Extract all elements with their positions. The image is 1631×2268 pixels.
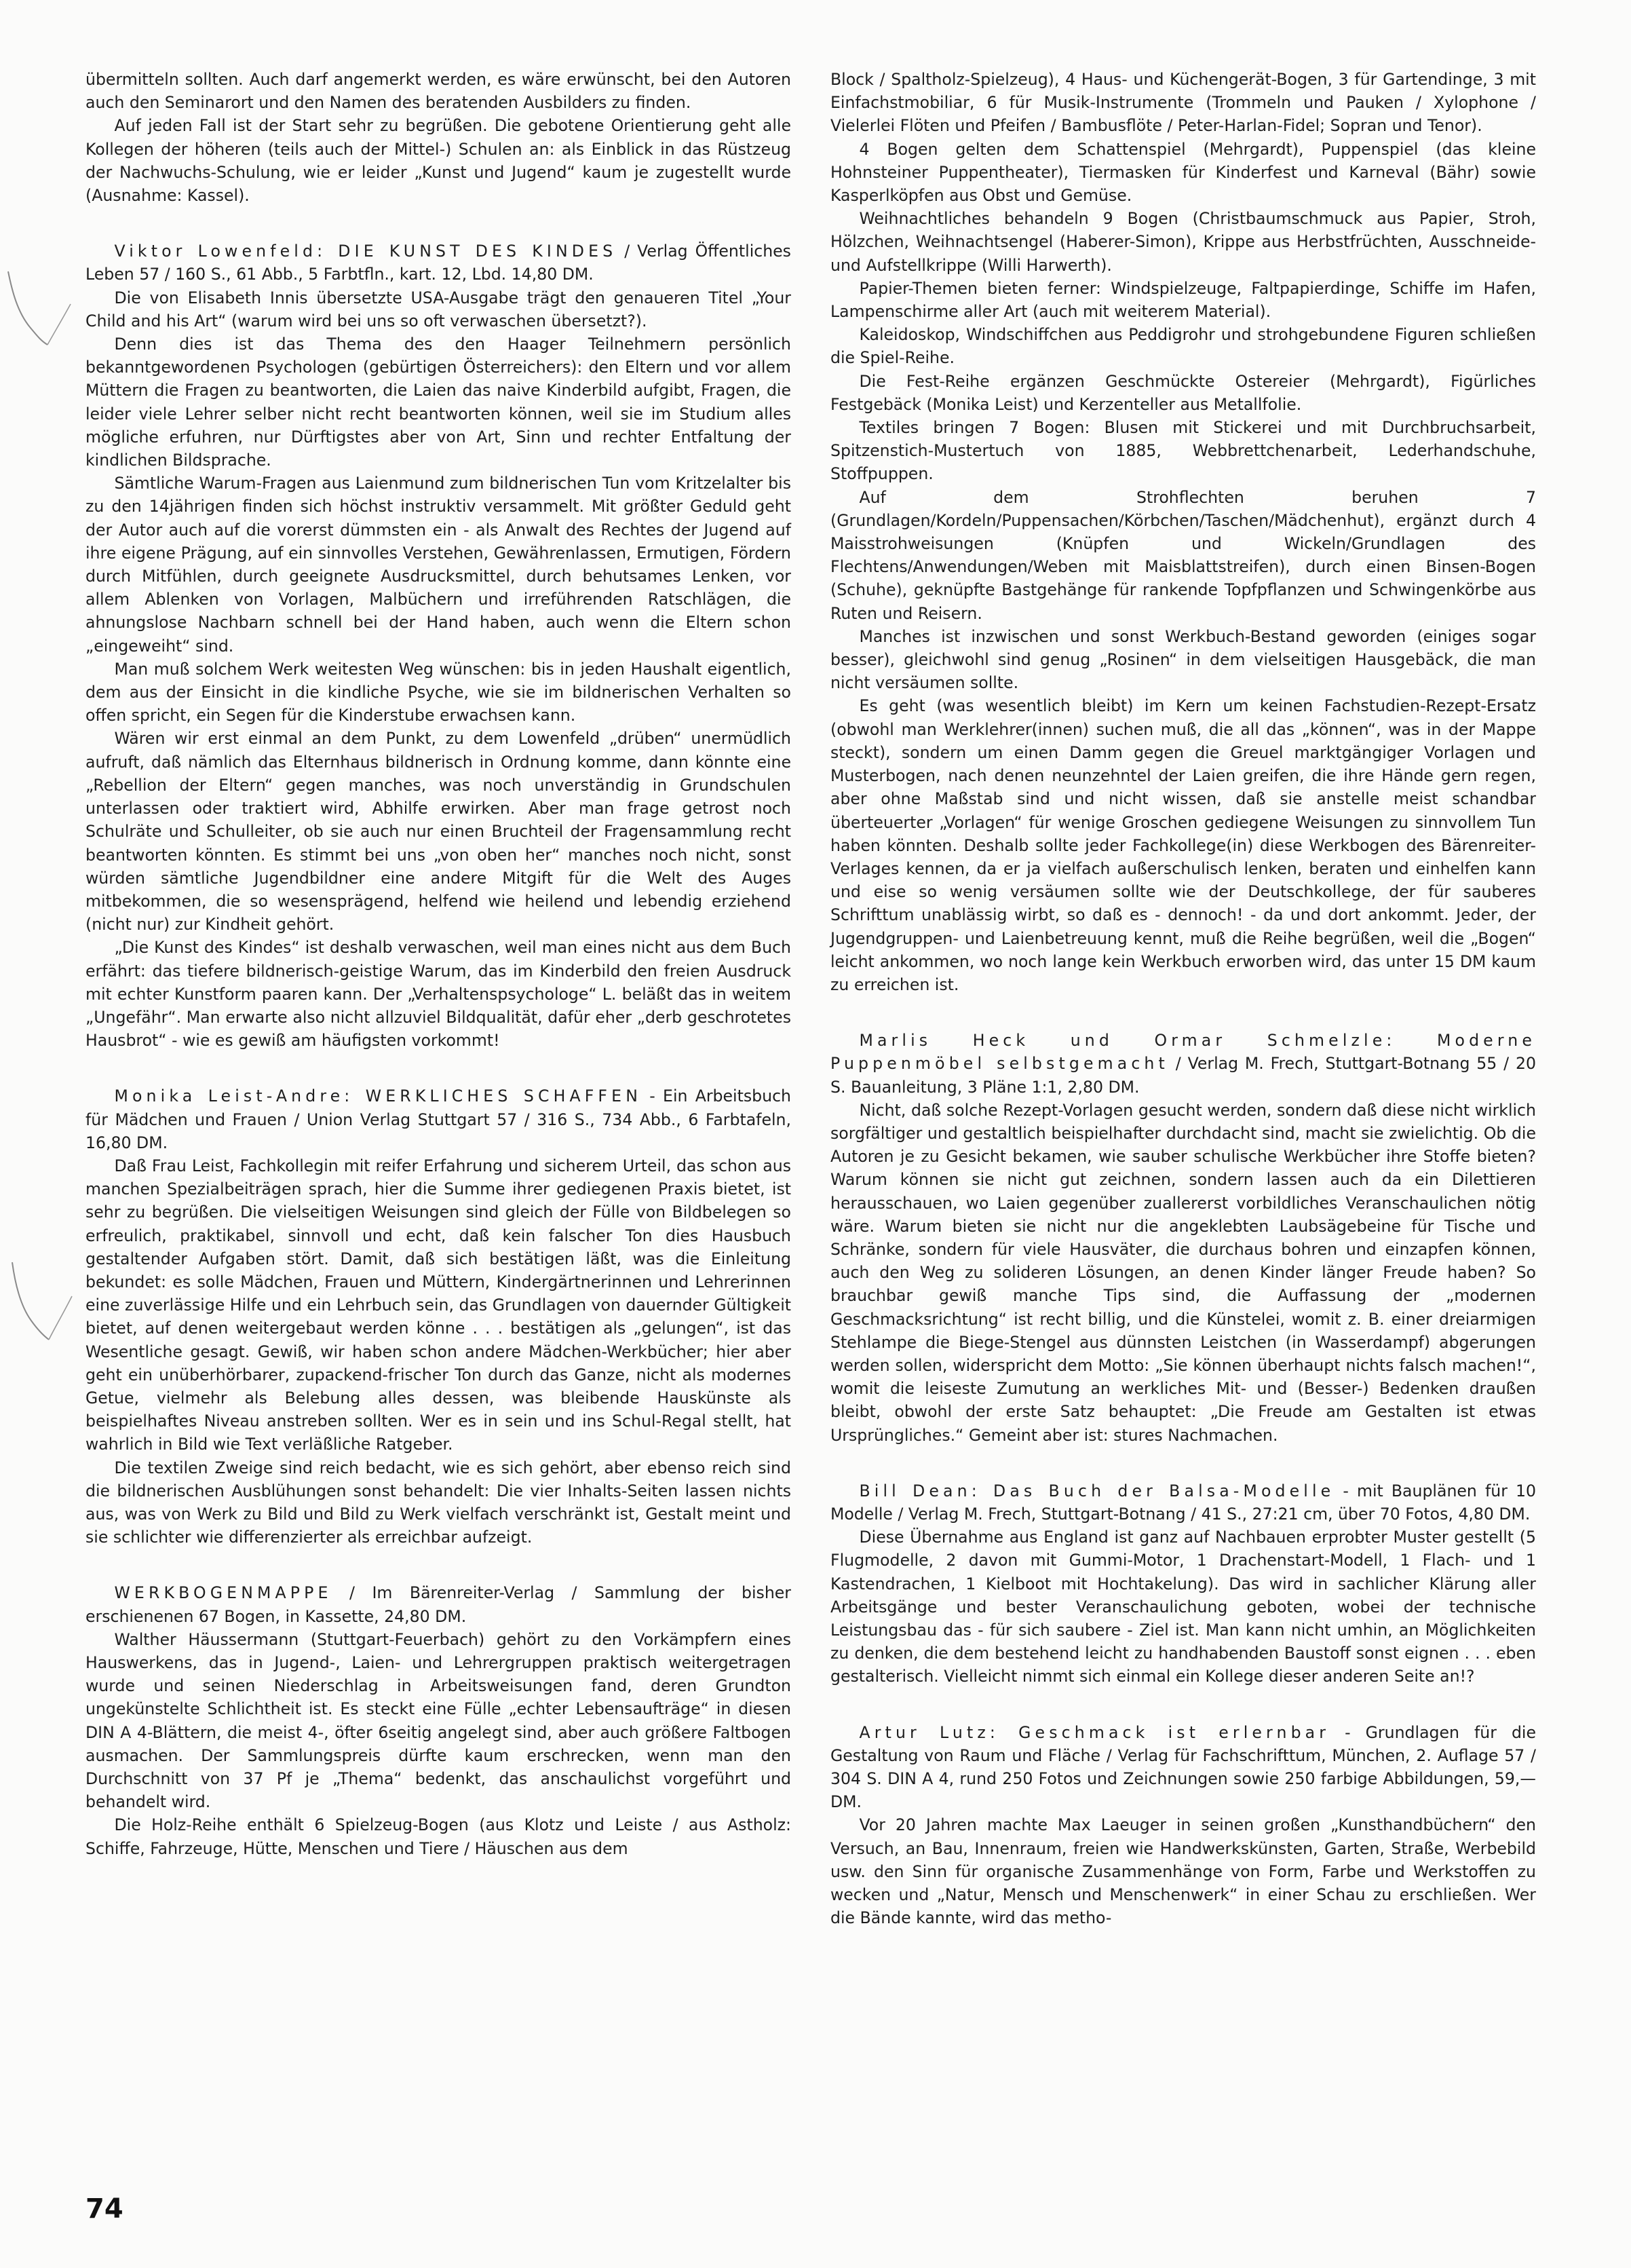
paragraph: Denn dies ist das Thema des den Haager Teilnehmern persönlich bekanntgewordenen Psychologen (gebürtigen Österreichers): den Eltern und vor allem Müttern die Fragen zu beantworten, die Laien das naive Kinderbild aufgibt, Fragen, die leider viele Lehrer selber nicht recht beantworten können, weil sie im Studium alles mögliche erfuhren, nur Dürftigstes aber von Art, Sinn und rechter Entfaltung der kindlichen Bildsprache. [85,335,791,470]
paragraph: Diese Übernahme aus England ist ganz auf Nachbauen erprobter Muster gestellt (5 Flugmodelle, 2 davon mit Gummi-Motor, 1 Drachenstart-Modell, 1 Flach- und 1 Kastendrachen, 1 Kielboot mit Hochtakelung). Das wird in sachlicher Klärung aller Arbeitsgänge und bester Veranschaulichung geboten, wobei der technische Leistungsbau das - für sich saubere - Ziel ist. Man kann nicht umhin, an Möglichkeiten zu denken, die dem bestehend leicht zu handhabenden Baustoff sonst eignen . . . eben gestalterisch. Vielleicht nimmt sich einmal ein Kollege dieser anderen Seite an!? [830,1528,1536,1686]
paragraph: Die von Elisabeth Innis übersetzte USA-Ausgabe trägt den genaueren Titel „Your Child and his Art“ (warum wird bei uns so oft verwaschen übersetzt?). [85,288,791,330]
paragraph: übermitteln sollten. Auch darf angemerkt werden, es wäre erwünscht, bei den Autoren auch den Seminarort und den Namen des beratenden Ausbilders zu finden. [85,70,791,113]
review-author-title: Marlis Heck und Ormar Schmelzle: Moderne Puppenmöbel selbstgemacht [830,1031,1536,1074]
paragraph: Papier-Themen bieten ferner: Windspielzeuge, Faltpapierdinge, Schiffe im Hafen, Lampenschirme aller Art (auch mit weiterem Material). [830,278,1536,322]
paragraph: Weihnachtliches behandeln 9 Bogen (Christbaumschmuck aus Papier, Stroh, Hölzchen, Weihnachtsengel (Haberer-Simon), Krippe aus Herbstfrüchten, Ausschneide- und Aufstellkrippe (Willi Harwerth). [830,209,1536,275]
review-publication-details: / Verlag Öffentliches Leben 57 / 160 S., 61 Abb., 5 Farbtfln., kart. 12, Lbd. 14,80 DM. [85,242,791,284]
paragraph: Auf dem Strohflechten beruhen 7 (Grundlagen/Kordeln/Puppensachen/Körbchen/Taschen/Mädchenhut), ergänzt durch 4 Maisstrohweisungen (Knüpfen und Wickeln/Grundlagen des Flechtens/Anwendungen/Weben mit Maisblattstreifen), durch einen Binsen-Bogen (Schuhe), geknüpfte Bastgehänge für rankende Topfpflanzen und Schwingenkörbe aus Ruten und Reisern. [830,487,1536,623]
paragraph: Man muß solchem Werk weitesten Weg wünschen: bis in jeden Haushalt eigentlich, dem aus der Einsicht in die kindliche Psyche, wie sie im bildnerischen Verhalten so offen spricht, ein Segen für die Kinderstube erwachsen kann. [85,659,791,725]
review-publication-details: / Verlag M. Frech, Stuttgart-Botnang 55 / 20 S. Bauanleitung, 3 Pläne 1:1, 2,80 DM. [830,1054,1536,1097]
review-publication-details: - mit Bauplänen für 10 Modelle / Verlag M. Frech, Stuttgart-Botnang / 41 S., 27:21 cm, über 70 Fotos, 4,80 DM. [830,1481,1536,1524]
paragraph: Die Holz-Reihe enthält 6 Spielzeug-Bogen (aus Klotz und Leiste / aus Astholz: Schiffe, Fahrzeuge, Hütte, Menschen und Tiere / Häuschen aus dem [85,1815,791,1858]
paragraph: Vor 20 Jahren machte Max Laeuger in seinen großen „Kunsthandbüchern“ den Versuch, an Bau, Innenraum, freien wie Handwerkskünsten, Garten, Straße, Werbebild usw. den Sinn für organische Zusammenhänge von Form, Farbe und Werkstoffen zu wecken und „Natur, Mensch und Menschenwerk“ in einer Schau zu erschließen. Wer die Bände kannte, wird das metho- [830,1815,1536,1928]
margin-pencil-mark [0,1255,81,1391]
review-author-title: Monika Leist-Andre: WERKLICHES SCHAFFEN [114,1086,642,1106]
review-publication-details: / Im Bärenreiter-Verlag / Sammlung der bisher erschienenen 67 Bogen, in Kassette, 24,80 DM. [85,1583,791,1626]
review-author-title: Bill Dean: Das Buch der Balsa-Modelle [859,1481,1335,1500]
paragraph: 4 Bogen gelten dem Schattenspiel (Mehrgardt), Puppenspiel (das kleine Hohnsteiner Puppentheater), Tiermasken für Kinderfest und Karneval (Bähr) sowie Kasperlköpfen aus Obst und Gemüse. [830,139,1536,206]
book-review-header [830,1029,1536,1099]
review-author-title: Artur Lutz: Geschmack ist erlernbar [859,1722,1330,1742]
book-review-header [85,1084,791,1154]
book-review-header [830,1721,1536,1814]
paragraph: Manches ist inzwischen und sonst Werkbuch-Bestand geworden (einiges sogar besser), gleichwohl sind genug „Rosinen“ in dem vielseitigen Hausgebäck, die man nicht versäumen sollte. [830,626,1536,693]
book-review-header [830,1479,1536,1526]
paragraph: Daß Frau Leist, Fachkollegin mit reifer Erfahrung und sicherem Urteil, das schon aus manchen Spezialbeiträgen sprach, hier die Summe ihrer gediegenen Praxis bietet, ist sehr zu begrüßen. Die vielseitigen Weisungen sind gleich der Fülle von Bildbelegen so erfreulich, praktikabel, sinnvoll und echt, daß kein falscher Ton dies Hausbuch gestaltender Aufgaben stört. Damit, daß sich bestätigen läßt, was die Einleitung bekundet: es solle Mädchen, Frauen und Müttern, Kindergärtnerinnen und Lehrerinnen eine zuverlässige Hilfe und ein Lehrbuch sein, das Grundlagen von dauernder Gültigkeit bietet, auf denen weitergebaut werden könne . . . bestätigen als „gelungen“, ist das Wesentliche gesagt. Gewiß, wir haben schon andere Mädchen-Werkbücher; hier aber geht ein unüberhörbarer, zupackend-frischer Ton durch das Ganze, nicht als modernes Getue, vielmehr als Belebung alles dessen, was bleibende Hauskünste als beispielhaftes Niveau anstreben sollten. Wer es in sein und ins Schul-Regal stellt, hat wahrlich in Bild wie Text verläßliche Ratgeber. [85,1156,791,1454]
paragraph: Sämtliche Warum-Fragen aus Laienmund zum bildnerischen Tun vom Kritzelalter bis zu den 14jährigen finden sich höchst instruktiv versammelt. Mit größter Geduld geht der Autor auch auf die vorerst dümmsten ein - als Anwalt des Rechtes der Jugend auf ihre eigene Prägung, auf ein sinnvolles Verstehen, Gewährenlassen, Ermutigen, Fördern durch Mitfühlen, durch geeignete Ausdrucksmittel, durch behutsames Lenken, vor allem Ablenken von Vorlagen, Malbüchern und irreführenden Ratschlägen, die ahnungslose Nachbarn schnell bei der Hand haben, auch wenn die Eltern schon „eingeweiht“ sind. [85,474,791,656]
right-column [830,68,1536,1929]
paragraph: Es geht (was wesentlich bleibt) im Kern um keinen Fachstudien-Rezept-Ersatz (obwohl man Werklehrer(innen) suchen muß, die all das „können“, was in der Mappe steckt), sondern um einen Damm gegen die Greuel marktgängiger Vorlagen und Musterbogen, nach denen neunzehntel der Laien greifen, die ihre Hände gern regen, aber ohne Maßstab sind und nicht wissen, daß sie anstelle meist schandbar überteuerter „Vorlagen“ für wenige Groschen gediegene Weisungen zu sinnvollem Tun haben könnten. Deshalb sollte jeder Fachkollege(in) diese Werkbogen des Bärenreiter-Verlages kennen, da er ja vielfach außerschulisch lenken, beraten und einhelfen kann und eise so wenig versäumen sollte wie der Deutschkollege, der für sauberes Schrifttum unablässig wirbt, so daß es - dennoch! - da und dort ankommt. Jeder, der Jugendgruppen- und Laienbetreuung kennt, muß die Reihe begrüßen, weil die „Bogen“ leicht ankommen, wo noch lange kein Werkbuch erworben wird, das unter 15 DM kaum zu erreichen ist. [830,696,1536,994]
paragraph: Auf jeden Fall ist der Start sehr zu begrüßen. Die gebotene Orientierung geht alle Kollegen der höheren (teils auch der Mittel-) Schulen an: als Einblick in das Rüstzeug der Nachwuchs-Schulung, wie er leider „Kunst und Jugend“ kaum je zugestellt wurde (Ausnahme: Kassel). [85,116,791,206]
paragraph: Kaleidoskop, Windschiffchen aus Peddigrohr und strohgebundene Figuren schließen die Spiel-Reihe. [830,325,1536,368]
left-column [85,68,791,1860]
page-number: 74 [85,2193,123,2225]
paragraph: Die textilen Zweige sind reich bedacht, wie es sich gehört, aber ebenso reich sind die bildnerischen Ausblühungen sonst behandelt: Die vier Inhalts-Seiten lassen nichts aus, was von Werk zu Bild und Bild zu Werk vielfach verschränkt ist, Gestalt meint und sie schlichter wie differenzierter als erreichbar aufzeigt. [85,1458,791,1547]
paragraph: Nicht, daß solche Rezept-Vorlagen gesucht werden, sondern daß diese nicht wirklich sorgfältiger und gestaltlich beispielhafter durchdacht sind, macht sie zwielichtig. Ob die Autoren je zu Gesicht bekamen, wie sauber schulische Werkbücher ihre Stoffe bieten? Warum können sie nicht gut zeichnen, sondern lassen auch da ein Dilettieren herausschauen, wo Laien gegenüber zuallererst vorbildliches Veranschaulichen nötig wäre. Warum bieten sie nicht nur die angeklebten Laubsägebeine für Tische und Schränke, sondern für viele Hausväter, die durchaus bohren und einzapfen können, auch den Weg zu solideren Lösungen, an denen Kinder länger Freude haben? So brauchbar gewiß manche Tips sind, die Auffassung der „modernen Geschmacksrichtung“ ist recht billig, und die Künstelei, womit z. B. einer dreiarmigen Stehlampe die Biege-Stengel aus dünnsten Leistchen (in Wasserdampf) abgerungen werden sollen, widerspricht dem Motto: „Sie können überhaupt nichts falsch machen!“, womit die leiseste Zumutung an werkliches Mit- und (Besser-) Bedenken draußen bleibt, obwohl der erste Satz behauptet: „Die Freude am Gestalten ist etwas Ursprüngliches.“ Gemeint aber ist: stures Nachmachen. [830,1100,1536,1445]
paragraph: Textiles bringen 7 Bogen: Blusen mit Stickerei und mit Durchbruchsarbeit, Spitzenstich-Mustertuch von 1885, Webbrettchenarbeit, Lederhandschuhe, Stoffpuppen. [830,418,1536,484]
paragraph: Wären wir erst einmal an dem Punkt, zu dem Lowenfeld „drüben“ unermüdlich aufruft, daß nämlich das Elternhaus bildnerisch in Ordnung komme, dann könnte eine „Rebellion der Eltern“ gegen manches, was noch unverständig in Grundschulen unterlassen oder traktiert wird, Abhilfe erwirken. Aber man frage getrost noch Schulräte und Schulleiter, ob sie auch nur einen Bruchteil der Fragensammlung recht beantworten könnten. Es stimmt bei uns „von oben her“ manches noch nicht, sonst würden sämtliche Jugendbildner eine andere Mitgift für die Welt des Auges mitbekommen, die so wesensprägend, helfend wie heilend und lebendig erziehend (nicht nur) zur Kindheit gehört. [85,729,791,934]
review-author-title: Viktor Lowenfeld: DIE KUNST DES KINDES [114,242,617,261]
paragraph: „Die Kunst des Kindes“ ist deshalb verwaschen, weil man eines nicht aus dem Buch erfährt: das tiefere bildnerisch-geistige Warum, das im Kinderbild den freien Ausdruck mit echter Kunstform paaren kann. Der „Verhaltenspsychologe“ L. beläßt das in weitem „Ungefähr“. Man erwarte also nicht allzuviel Bildqualität, dafür eher „derb geschrotetes Hausbrot“ - wie es gewiß am häufigsten vorkommt! [85,938,791,1051]
paragraph: Die Fest-Reihe ergänzen Geschmückte Ostereier (Mehrgardt), Figürliches Festgebäck (Monika Leist) und Kerzenteller aus Metallfolie. [830,371,1536,414]
margin-pencil-mark [0,265,81,400]
book-review-header [85,1581,791,1627]
paragraph: Block / Spaltholz-Spielzeug), 4 Haus- und Küchengerät-Bogen, 3 für Gartendinge, 3 mit Einfachstmobiliar, 6 für Musik-Instrumente (Trommeln und Pauken / Xylophone / Vielerlei Flöten und Pfeifen / Bambusflöte / Peter-Harlan-Fidel; Sopran und Tenor). [830,70,1536,136]
paragraph: Walther Häussermann (Stuttgart-Feuerbach) gehört zu den Vorkämpfern eines Hauswerkens, das in Jugend-, Laien- und Lehrergruppen praktisch weitergetragen wurde und seinen Niederschlag in Arbeitsweisungen fand, deren Grundton ungekünstelte Schlichtheit ist. Es steckt eine Fülle „echter Lebensaufträge“ in diesen DIN A 4-Blättern, die meist 4-, öfter 6seitig angelegt sind, aber auch größere Faltbogen ausmachen. Der Sammlungspreis dürfte kaum erschrecken, wenn man den Durchschnitt von 37 Pf je „Thema“ bedenkt, das anschaulichst vorgeführt und behandelt wird. [85,1629,791,1812]
review-author-title: WERKBOGENMAPPE [114,1583,332,1603]
review-publication-details: - Grundlagen für die Gestaltung von Raum und Fläche / Verlag für Fachschrifttum, München, 2. Auflage 57 / 304 S. DIN A 4, rund 250 Fotos und Zeichnungen sowie 250 farbige Abbildungen, 59,— DM. [830,1722,1536,1812]
review-publication-details: - Ein Arbeitsbuch für Mädchen und Frauen / Union Verlag Stuttgart 57 / 316 S., 734 Abb., 6 Farbtafeln, 16,80 DM. [85,1086,792,1152]
book-review-header [85,240,791,286]
